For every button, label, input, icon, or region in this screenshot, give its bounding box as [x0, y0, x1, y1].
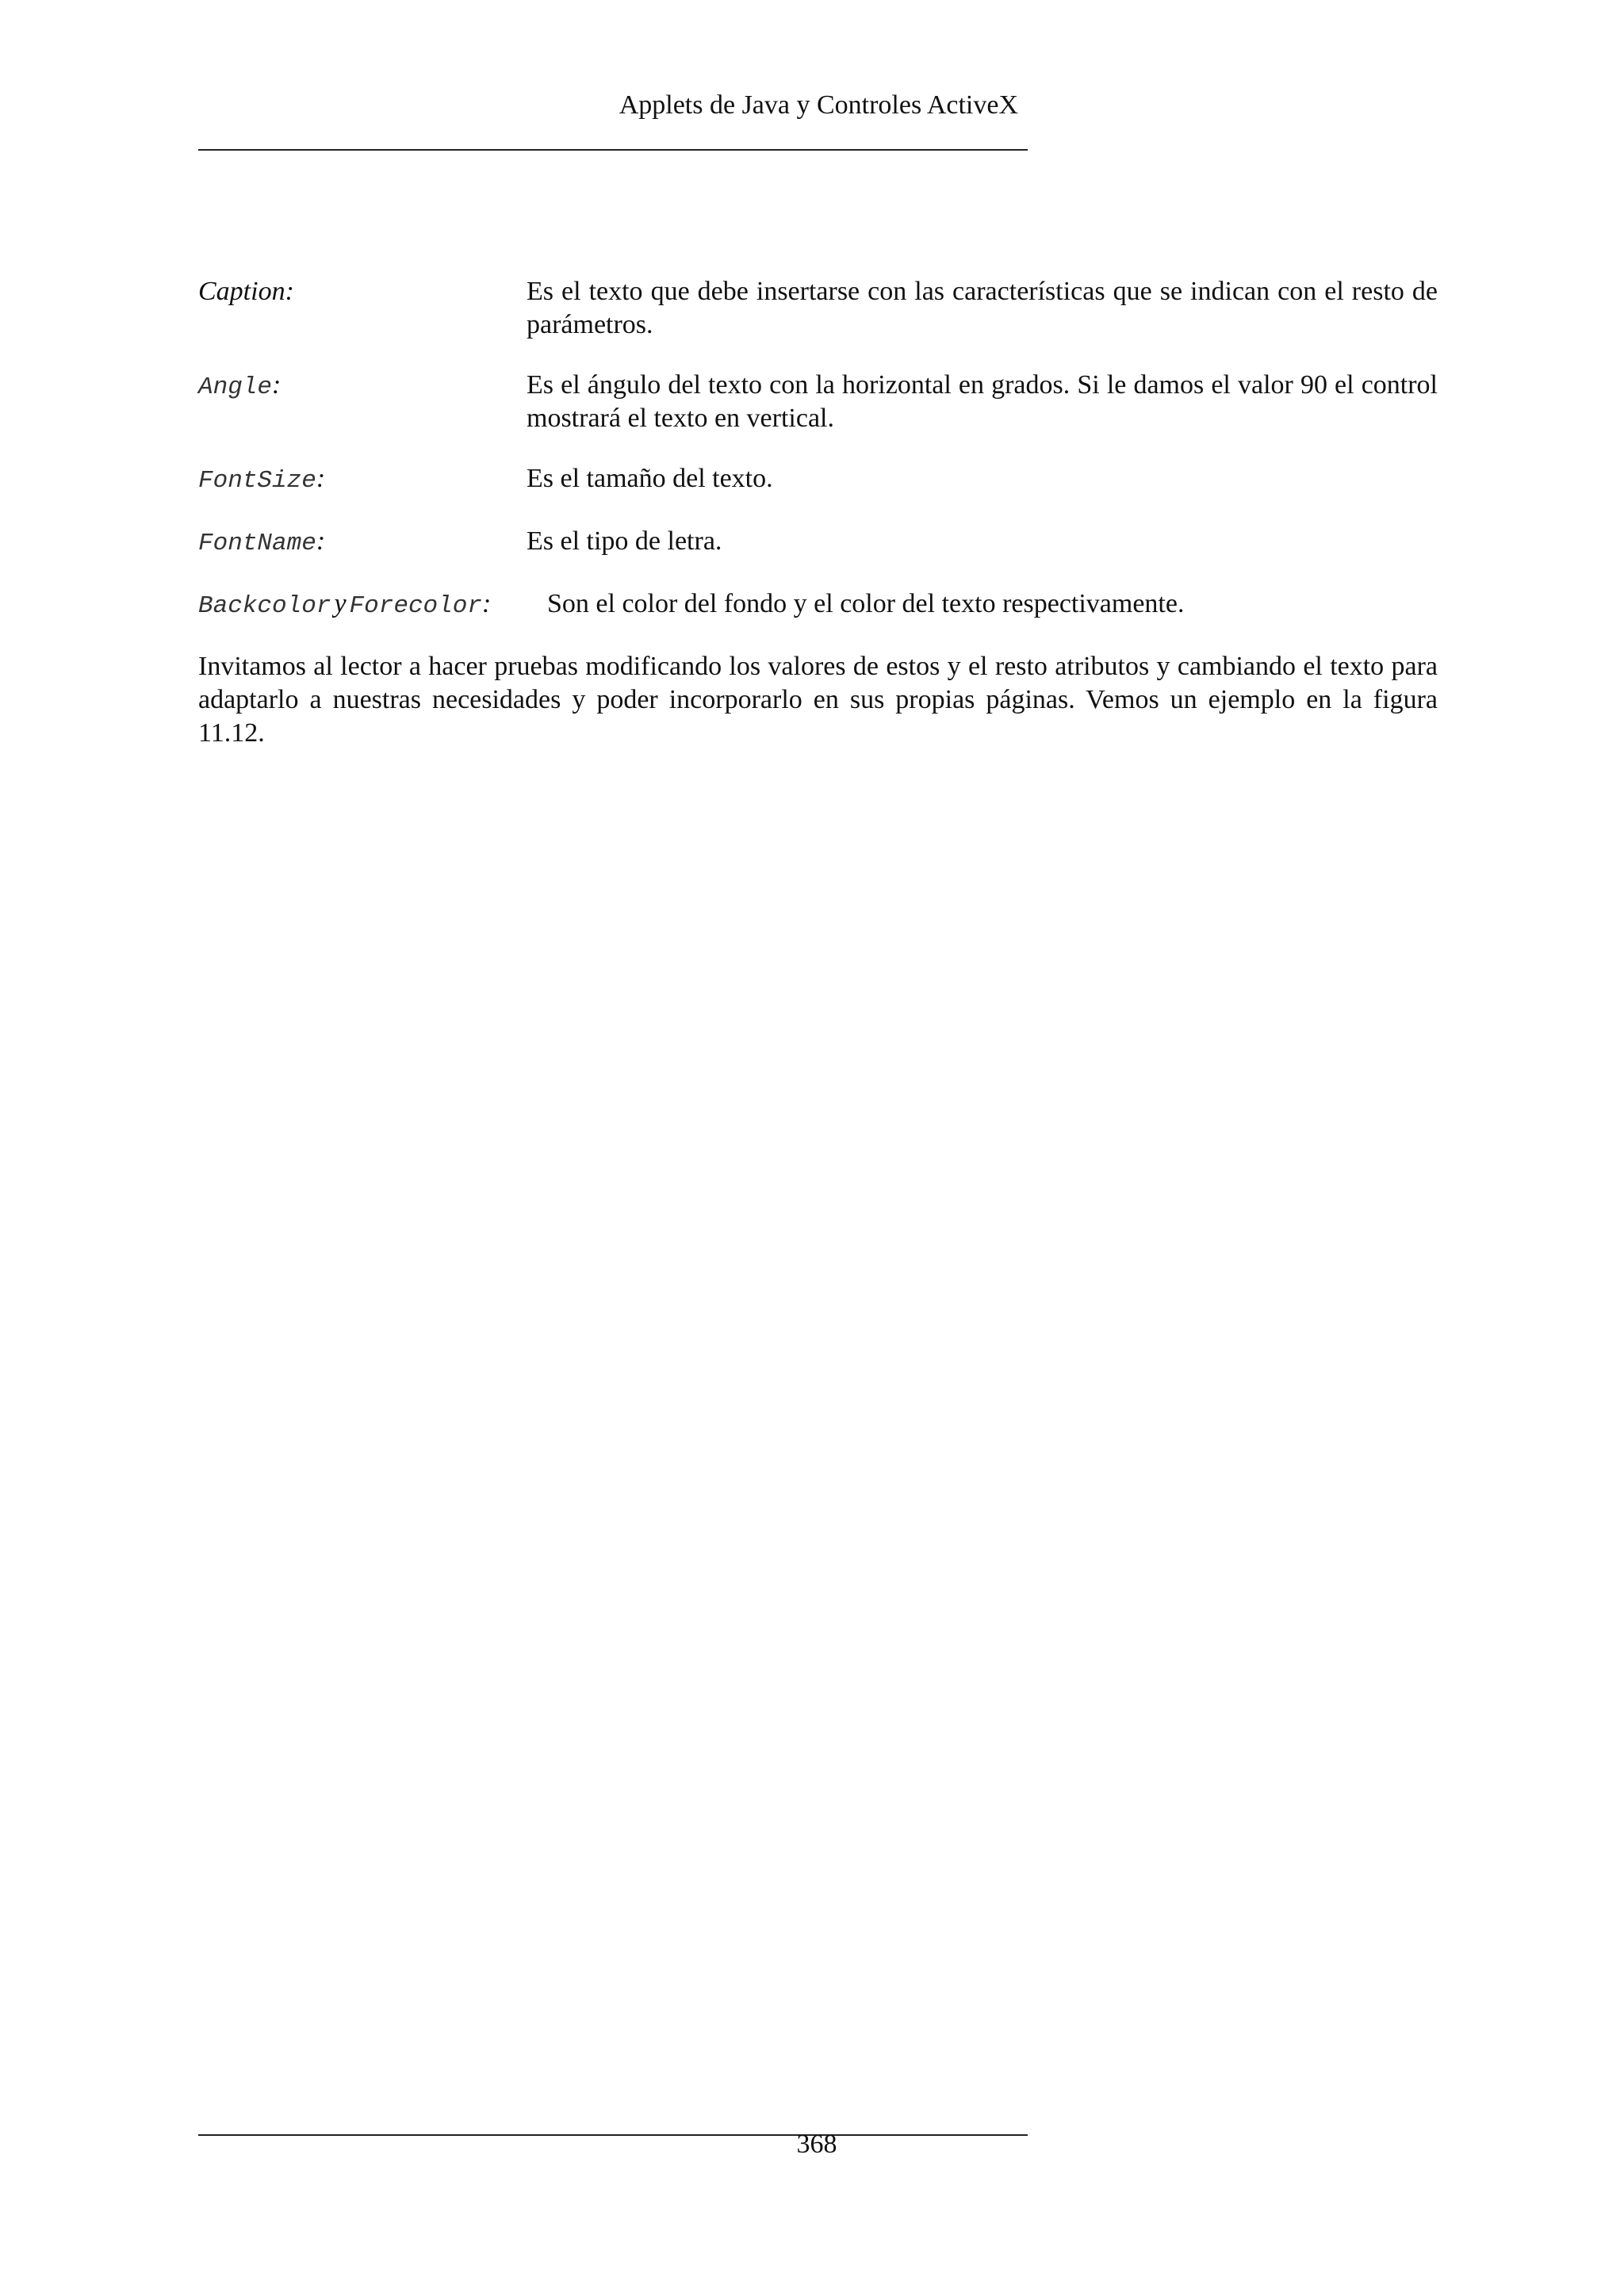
page-number: 368 [796, 2130, 837, 2159]
param-term-conjunction: y [334, 589, 347, 618]
param-term [198, 587, 547, 623]
param-term [198, 525, 527, 561]
param-term [198, 369, 527, 404]
footer-rule [198, 2134, 1028, 2136]
param-term-name: FontSize [198, 467, 316, 495]
param-term-colon: : [316, 526, 326, 556]
param-description: Es el ángulo del texto con la horizontal en grados. Si le damos el valor 90 el control mostrará el texto en vertical. [527, 370, 1438, 433]
param-description: Son el color del fondo y el color del texto respectivamente. [547, 589, 1185, 618]
param-description: Es el texto que debe insertarse con las características que se indican con el resto de parámetros. [527, 277, 1438, 339]
param-row-fontname [198, 525, 1438, 561]
param-row-caption [198, 275, 1438, 342]
param-term-colon: : [272, 370, 282, 400]
header-rule [198, 149, 1028, 151]
param-term-colon: : [316, 464, 326, 493]
param-term-name: Angle [198, 373, 273, 401]
param-term-colon: : [285, 277, 294, 306]
param-row-colors [198, 587, 1438, 623]
param-row-angle [198, 369, 1438, 435]
page-content [198, 275, 1438, 750]
body-paragraph: Invitamos al lector a hacer pruebas modificando los valores de estos y el resto atributos y cambiando el texto para adaptarlo a nuestras necesidades y poder incorporarlo en sus propias páginas. Vemos un ejemplo en la figura 11.12. [198, 652, 1438, 748]
param-term-name: Caption [198, 277, 285, 306]
running-header: Applets de Java y Controles ActiveX [619, 90, 1018, 120]
param-description: Es el tipo de letra. [527, 526, 722, 556]
param-term-name-backcolor: Backcolor [198, 592, 331, 620]
param-term [198, 275, 527, 308]
param-description: Es el tamaño del texto. [527, 464, 773, 493]
param-term-colon: : [481, 589, 492, 618]
param-term-name-forecolor: Forecolor [349, 592, 482, 620]
param-term [198, 462, 527, 498]
param-term-name: FontName [198, 530, 316, 557]
param-row-fontsize [198, 462, 1438, 498]
